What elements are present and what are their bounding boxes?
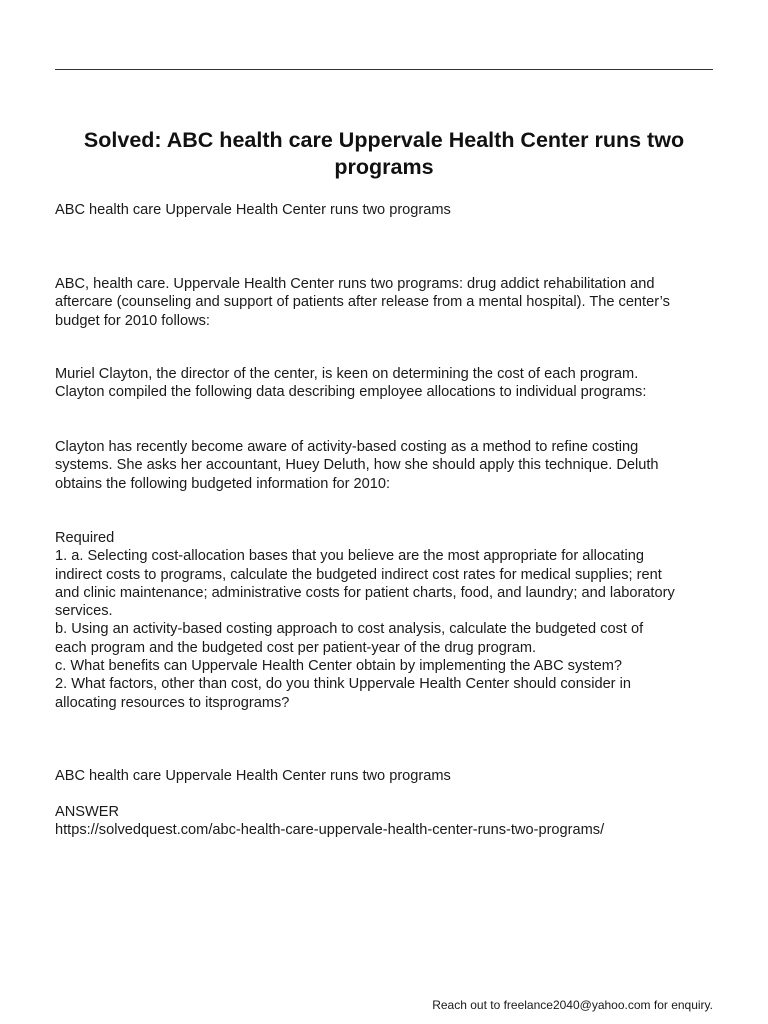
page-title <box>55 127 713 181</box>
required-line: services. <box>55 603 113 620</box>
title-line-1: Solved: ABC health care Uppervale Health Center runs two <box>83 128 685 152</box>
footer-contact: Reach out to freelance2040@yahoo.com for enquiry. <box>432 998 713 1012</box>
required-section <box>55 529 720 712</box>
paragraph-intro <box>55 275 720 330</box>
paragraph-line: Muriel Clayton, the director of the center, is keen on determining the cost of each program. <box>55 366 639 382</box>
paragraph-line: Clayton has recently become aware of activity-based costing as a method to refine costing <box>55 439 639 455</box>
required-line: allocating resources to itsprograms? <box>55 694 290 711</box>
repeat-title <box>55 767 720 785</box>
answer-label: ANSWER <box>55 804 120 820</box>
required-line: and clinic maintenance; administrative costs for patient charts, food, and laundry; and laboratory <box>55 584 675 601</box>
required-heading: Required <box>55 530 115 546</box>
repeat-title-text: ABC health care Uppervale Health Center runs two programs <box>55 768 451 784</box>
paragraph-line: systems. She asks her accountant, Huey Deluth, how she should apply this technique. Deluth <box>55 457 659 474</box>
required-line: 1. a. Selecting cost-allocation bases that you believe are the most appropriate for allocating <box>55 548 644 565</box>
header-rule <box>55 69 713 70</box>
paragraph-line: obtains the following budgeted information for 2010: <box>55 475 391 492</box>
paragraph-line: budget for 2010 follows: <box>55 312 210 329</box>
required-line: c. What benefits can Uppervale Health Center obtain by implementing the ABC system? <box>55 658 623 675</box>
paragraph-line: Clayton compiled the following data describing employee allocations to individual programs: <box>55 384 647 401</box>
paragraph-line: aftercare (counseling and support of patients after release from a mental hospital). The center’s <box>55 294 670 311</box>
title-line-2: programs <box>334 155 434 179</box>
paragraph-director <box>55 365 720 402</box>
answer-section <box>55 803 720 840</box>
required-line: 2. What factors, other than cost, do you think Uppervale Health Center should consider in <box>55 676 631 693</box>
subtitle <box>55 201 720 219</box>
subtitle-text: ABC health care Uppervale Health Center runs two programs <box>55 202 451 218</box>
paragraph-line: ABC, health care. Uppervale Health Center runs two programs: drug addict rehabilitation and <box>55 276 655 292</box>
answer-link[interactable]: https://solvedquest.com/abc-health-care-uppervale-health-center-runs-two-programs/ <box>55 822 605 839</box>
required-line: indirect costs to programs, calculate the budgeted indirect cost rates for medical supplies; rent <box>55 566 662 583</box>
required-line: b. Using an activity-based costing approach to cost analysis, calculate the budgeted cost of <box>55 621 644 638</box>
required-line: each program and the budgeted cost per patient-year of the drug program. <box>55 639 537 656</box>
paragraph-abc <box>55 438 720 493</box>
